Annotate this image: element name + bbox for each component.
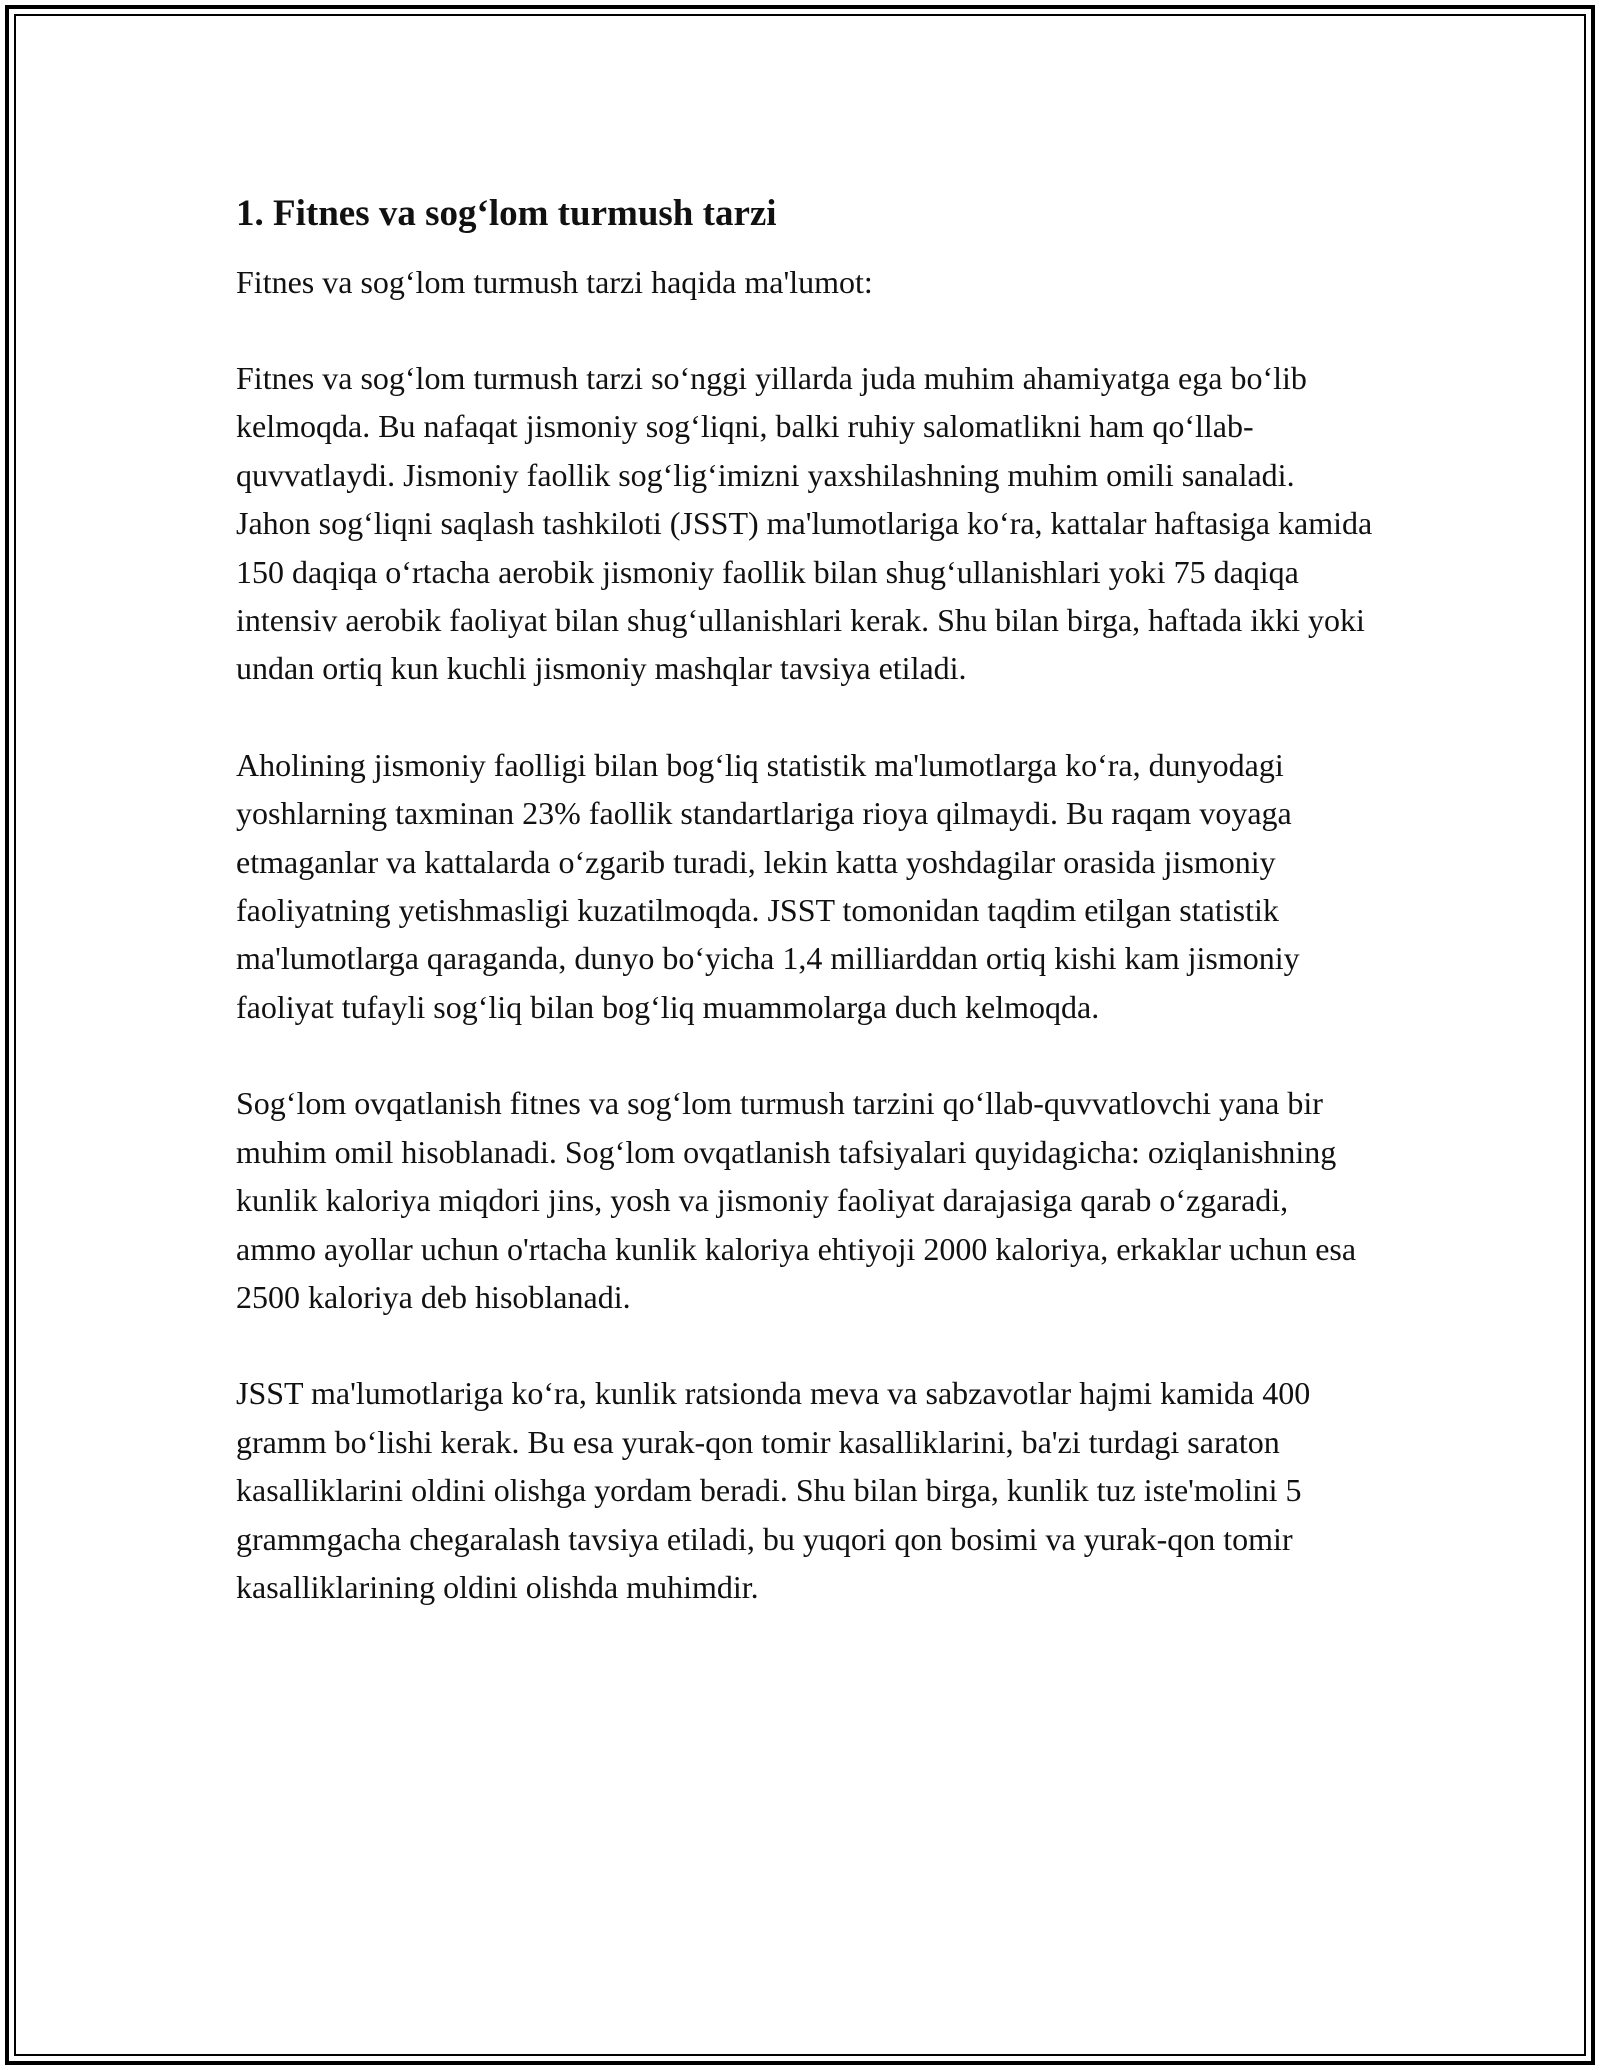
intro-line: Fitnes va sog‘lom turmush tarzi haqida ma'lumot: xyxy=(236,264,873,300)
paragraph-statistics: Aholining jismoniy faolligi bilan bog‘liq statistik ma'lumotlarga ko‘ra, dunyodagi yoshlarning taxminan 23% faollik standartlariga rioya qilmaydi. Bu raqam voyaga etmaganlar va kattalarda o‘zgarib turadi, lekin katta yoshdagilar orasida jismoniy faoliyatning yetishmasligi kuzatilmoqda. JSST tomonidan taqdim etilgan statistik ma'lumotlarga qaraganda, dunyo bo‘yicha 1,4 milliarddan ortiq kishi kam jismoniy faoliyat tufayli sog‘liq bilan bog‘liq muammolarga duch kelmoqda. xyxy=(236,746,1300,1025)
paragraph-healthy-eating: Sog‘lom ovqatlanish fitnes va sog‘lom turmush tarzini qo‘llab-quvvatlovchi yana bir muhim omil hisoblanadi. Sog‘lom ovqatlanish tafsiyalari quyidagicha: oziqlanishning kunlik kaloriya miqdori jins, yosh va jismoniy faoliyat darajasiga qarab o‘zgaradi, ammo ayollar uchun o'rtacha kunlik kaloriya ehtiyoji 2000 kaloriya, erkaklar uchun esa 2500 kaloriya deb hisoblanadi. xyxy=(236,1085,1357,1315)
paragraph-physical-activity: Fitnes va sog‘lom turmush tarzi so‘nggi yillarda juda muhim ahamiyatga ega bo‘lib kelmoqda. Bu nafaqat jismoniy sog‘liqni, balki ruhiy salomatlikni ham qo‘llab-quvvatlaydi. Jismoniy faollik sog‘lig‘imizni yaxshilashning muhim omili sanaladi. Jahon sog‘liqni saqlash tashkiloti (JSST) ma'lumotlariga ko‘ra, kattalar haftasiga kamida 150 daqiqa o‘rtacha aerobik jismoniy faollik bilan shug‘ullanishlari yoki 75 daqiqa intensiv aerobik faoliyat bilan shug‘ullanishlari kerak. Shu bilan birga, haftada ikki yoki undan ortiq kun kuchli jismoniy mashqlar tavsiya etiladi. xyxy=(236,360,1373,687)
document-body xyxy=(236,186,1376,1611)
paragraph-who-recommendations: JSST ma'lumotlariga ko‘ra, kunlik ratsionda meva va sabzavotlar hajmi kamida 400 gramm bo‘lishi kerak. Bu esa yurak-qon tomir kasalliklarini, ba'zi turdagi saraton kasalliklarini oldini olishga yordam beradi. Shu bilan birga, kunlik tuz iste'molini 5 grammgacha chegaralash tavsiya etiladi, bu yuqori qon bosimi va yurak-qon tomir kasalliklarining oldini olishda muhimdir. xyxy=(236,1375,1311,1605)
section-heading: 1. Fitnes va sog‘lom turmush tarzi xyxy=(236,193,777,234)
